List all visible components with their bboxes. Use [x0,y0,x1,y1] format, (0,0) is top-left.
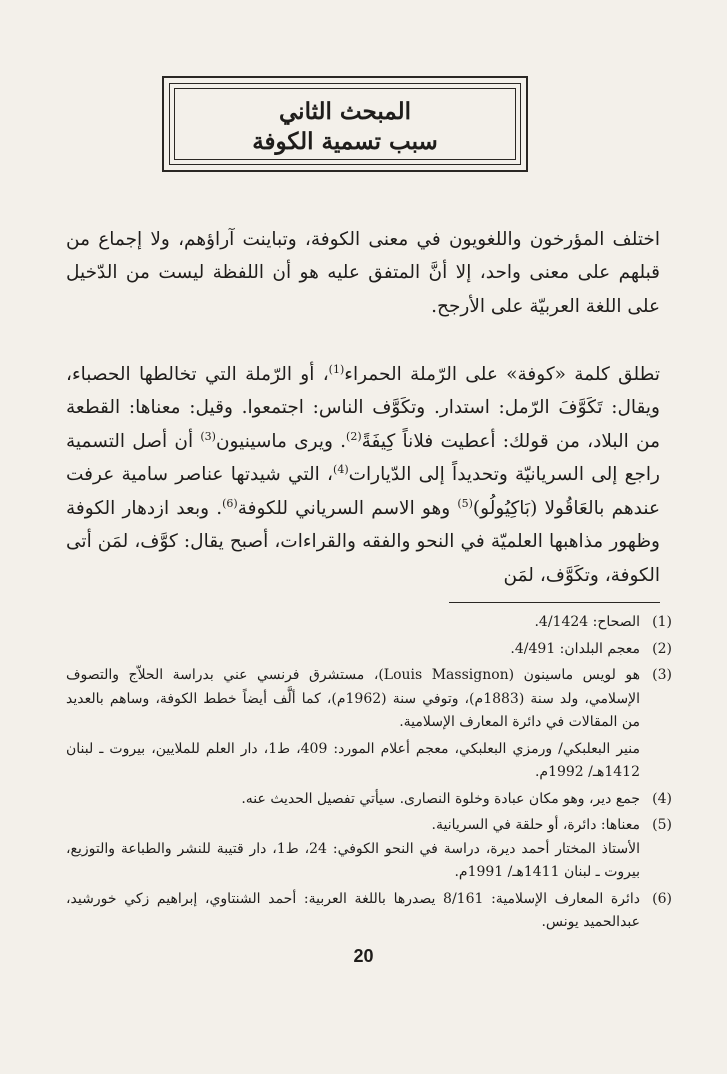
footnote-number: (3) [652,667,672,683]
footnote-ref: (2) [346,429,362,443]
footnote-text: هو لويس ماسينون (Louis Massignon)، مستشرق فرنسي عني بدراسة الحلاّج والتصوف الإسلامي، ولد سنة (1883م)، وتوفي سنة (1962م)، كما ألَّف أيضاً خطط الكوفة، وساهم بالعديد من المقالات في دائرة المعارف الإسلامية. [66,667,640,730]
footnote-item [66,788,672,812]
footnote-number: (4) [652,790,672,807]
footnote-text: معناها: دائرة، أو حلقة في السريانية. [431,817,640,833]
footnote-item [66,611,672,635]
footnote-ref: (6) [222,496,238,510]
paragraph-text: أن أصل التسمية راجع إلى السريانيّة وتحديداً إلى الدّيارات [66,430,660,485]
chapter-subtitle: سبب تسمية الكوفة [252,128,438,155]
paragraph-intro: اختلف المؤرخون واللغويون في معنى الكوفة، وتباينت آراؤهم، ولا إجماع من قبلهم على معنى واحد، إلا أنَّ المتفق عليه هو أن اللفظة ليست من الدّخيل على اللغة العربيّة على الأرجح. [66,228,660,317]
footnote-item [66,664,672,735]
paragraph-text: تطلق كلمة «كوفة» على الرّملة الحمراء [344,363,660,385]
footnote-item [66,888,672,935]
footnote-number: (6) [652,890,672,907]
footnote-number: (1) [652,614,672,630]
footnotes [66,611,672,935]
paragraph-etymology [66,358,660,593]
paragraph-text: ، التي شيدتها عناصر سامية عرفت عندهم بالعَاقُولا (بَاكِيُولُو) [66,464,660,519]
footnote-text: دائرة المعارف الإسلامية: 8/161 يصدرها باللغة العربية: أحمد الشنتاوي، إبراهيم زكي خورشيد، عبدالحميد يونس. [66,890,640,930]
footnote-number: (2) [652,640,672,657]
paragraph-text: ، أو الرّملة التي تخالطها الحصباء، ويقال: تَكَوَّفَ الرّمل: استدار. وتكَوَّف الناس: اجتمعوا. وقيل: معناها: القطعة من البلاد، من قولك: أعطيت فلاناً كِيفَةً [66,363,660,452]
paragraph-text: وهو الاسم السرياني للكوفة [237,497,458,519]
chapter-title: المبحث الثاني [279,98,411,125]
footnote-item [66,738,672,785]
footnote-ref: (3) [200,429,216,443]
footnote-ref: (1) [328,362,345,376]
paragraph-text: . وبعد ازدهار الكوفة وظهور مذاهبها العلميّة في النحو والفقه والقراءات، أصبح يقال: كوَّف، لمَن أتى الكوفة، وتكَوَّف، لمَن [66,497,660,586]
chapter-heading-frame [162,76,528,172]
footnote-separator [449,602,660,603]
footnote-item [66,838,672,885]
footnote-item [66,814,672,838]
footnote-item [66,638,672,662]
footnote-ref: (5) [457,496,473,510]
page-number: 20 [353,946,374,966]
footnote-ref: (4) [333,462,349,476]
footnote-text: الأستاذ المختار أحمد ديرة، دراسة في النحو الكوفي: 24، ط1، دار قتيبة للنشر والطباعة والتوزيع، بيروت ـ لبنان 1411هـ/ 1991م. [66,840,640,880]
footnote-text: منير البعلبكي/ ورمزي البعلبكي، معجم أعلام المورد: 409، ط1، دار العلم للملايين، بيروت ـ لبنان 1412هـ/ 1992م. [66,740,640,780]
paragraph-text: . ويرى ماسينيون [215,430,347,452]
footnote-number: (5) [652,817,672,833]
footnote-text: معجم البلدان: 4/491. [510,640,640,657]
footnote-text: الصحاح: 4/1424. [534,614,640,630]
footnote-text: جمع دير، وهو مكان عبادة وخلوة النصارى. سيأتي تفصيل الحديث عنه. [241,790,640,807]
